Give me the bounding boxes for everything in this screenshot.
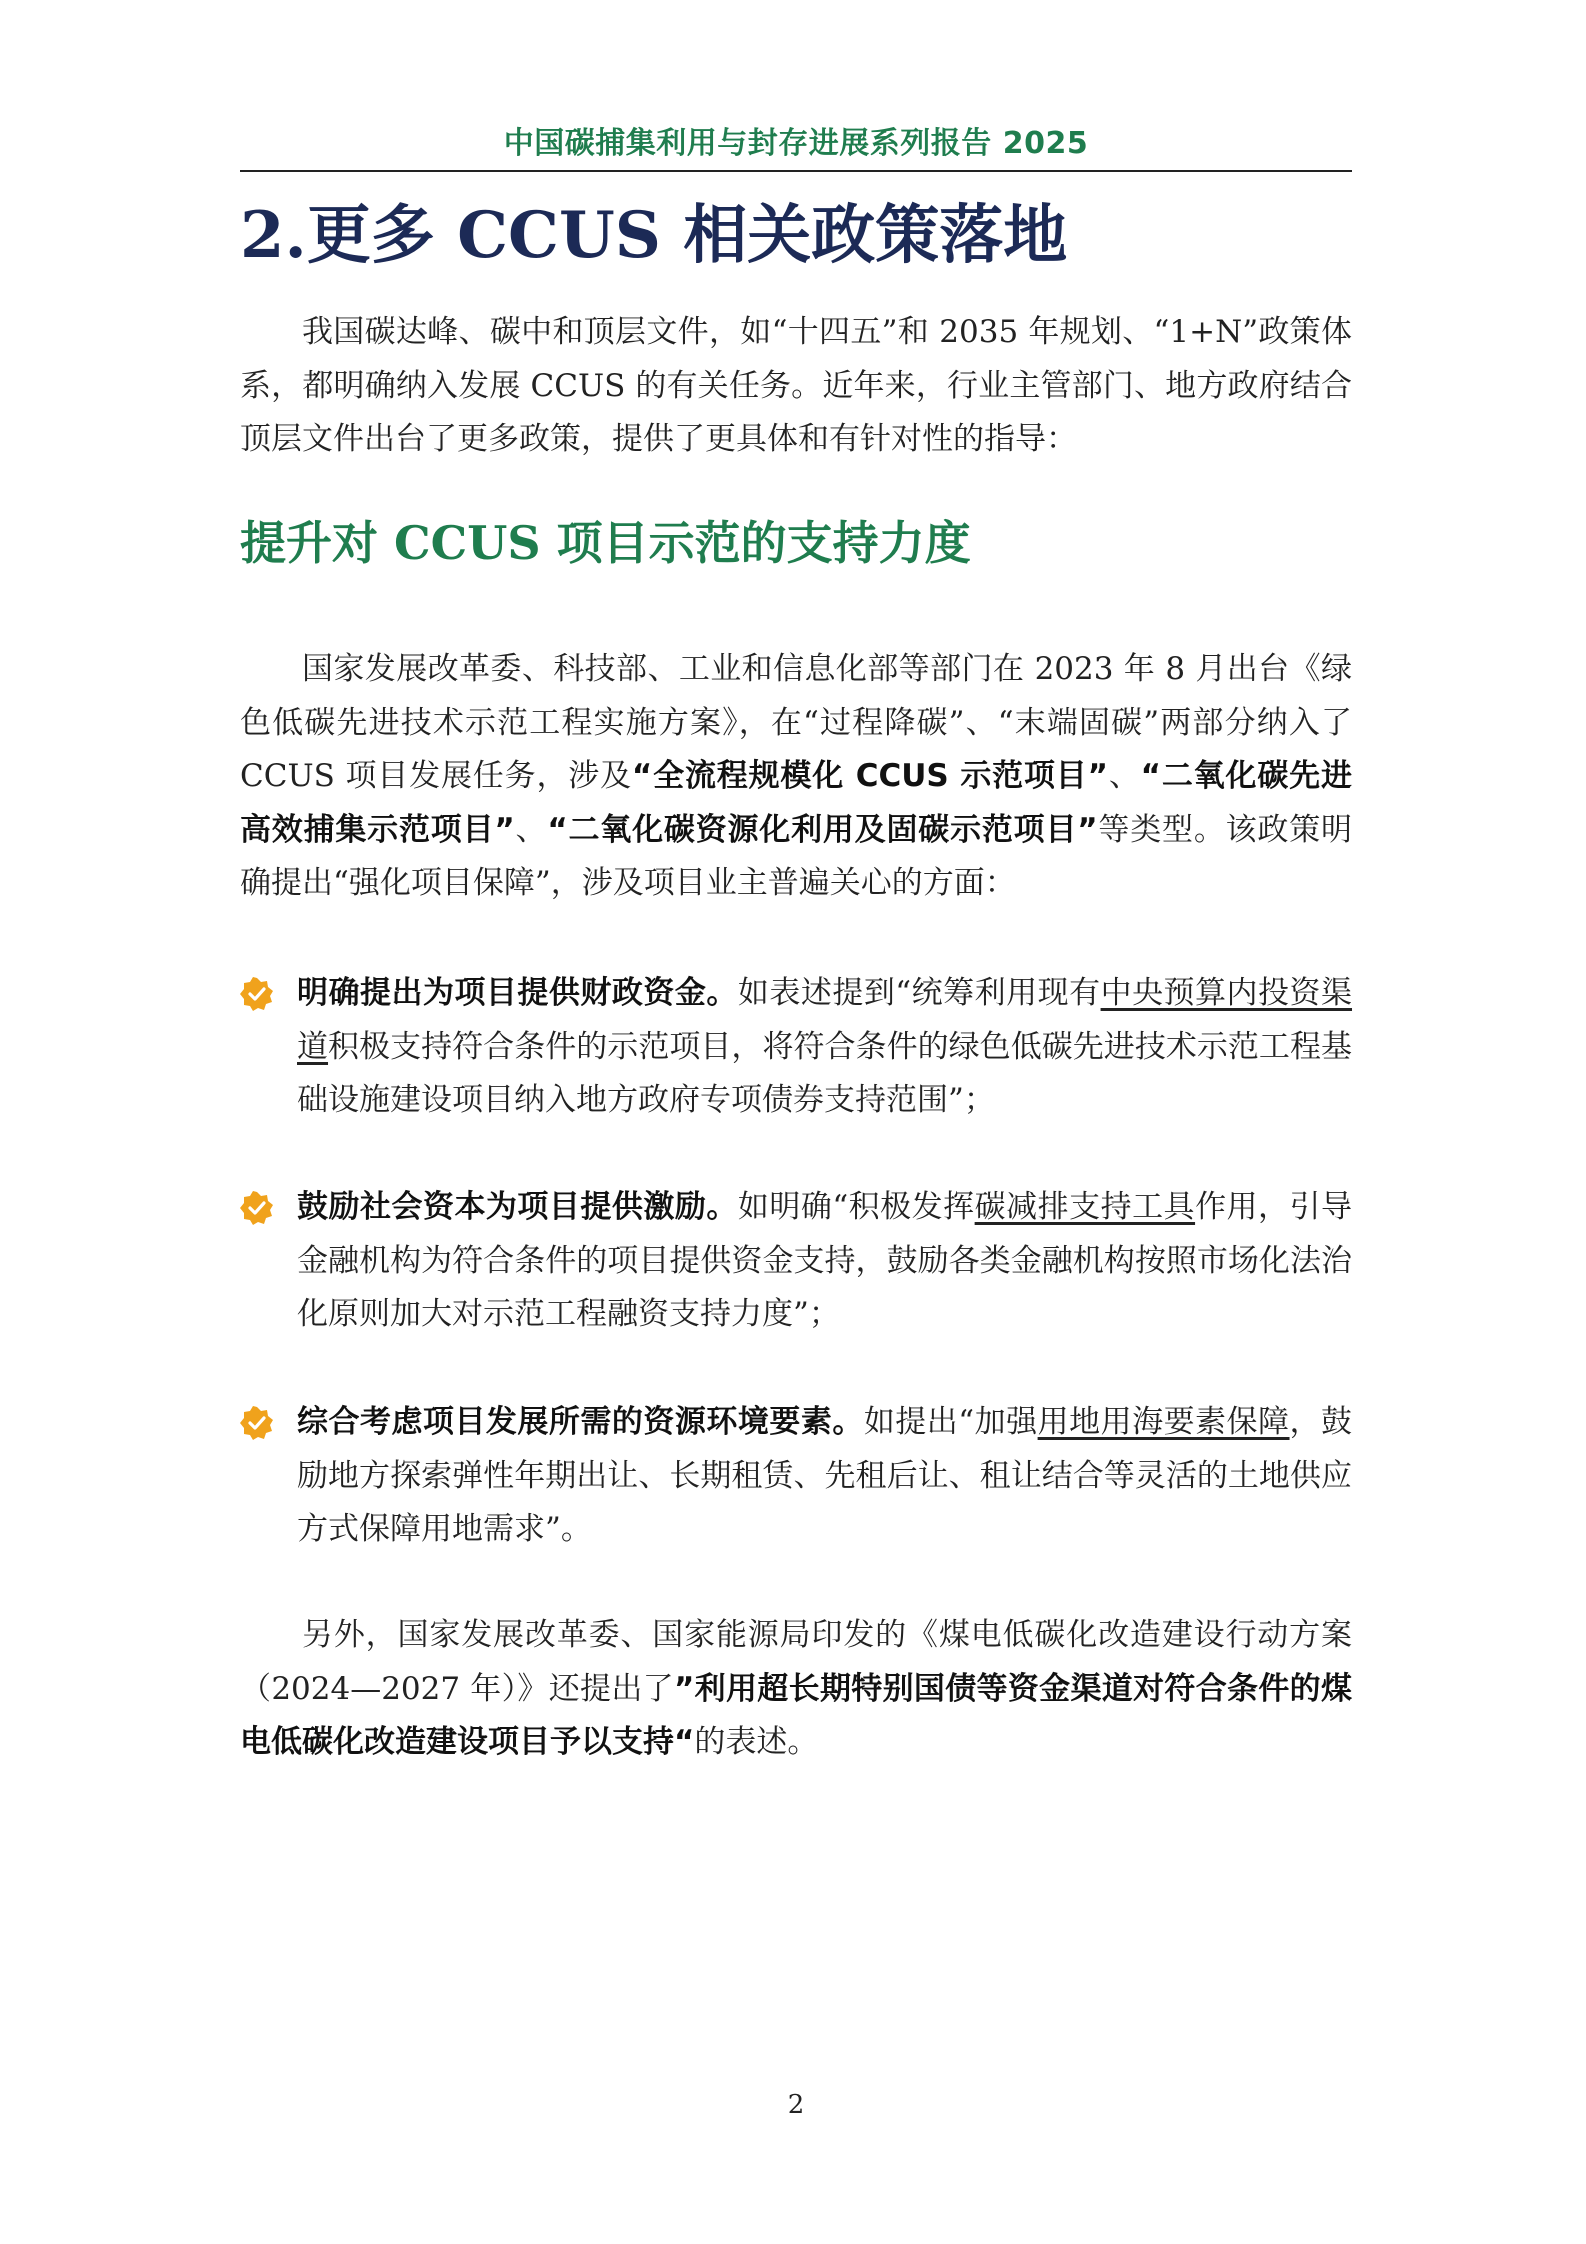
closing-paragraph xyxy=(240,1609,1352,1770)
closing-highlight: ”利用超长期特别国债等资金渠道对符合条件的煤电低碳化改造建设项目予以支持“ xyxy=(240,1670,1352,1760)
bullet-text xyxy=(297,1396,1352,1557)
bullet-underlined-term: 碳减排支持工具 xyxy=(974,1189,1196,1225)
closing-paragraph-text-2: 的表述。 xyxy=(694,1724,819,1760)
policy-paragraph xyxy=(240,643,1352,911)
check-badge-icon xyxy=(240,1191,274,1225)
policy-highlight-2: “二氧化碳先进高效捕集示范项目” xyxy=(240,758,1352,848)
bullet-text xyxy=(297,1181,1352,1342)
bullet-underlined-term: 中央预算内投资渠道 xyxy=(297,975,1353,1065)
intro-paragraph: 我国碳达峰、碳中和顶层文件，如“十四五”和 2035 年规划、“1+N”政策体系，都明确纳入发展 CCUS 的有关任务。近年来，行业主管部门、地方政府结合顶层文件出台了更多政策，提供了更具体和有针对性的指导： xyxy=(240,314,1352,457)
bullet-underlined-term: 用地用海要素保障 xyxy=(1037,1404,1290,1440)
bullet-text-post: 积极支持符合条件的示范项目，将符合条件的绿色低碳先进技术示范工程基础设施建设项目纳入地方政府专项债券支持范围”； xyxy=(297,1028,1352,1118)
bullet-text-pre: 如明确“积极发挥 xyxy=(737,1189,975,1225)
bullet-text xyxy=(297,967,1352,1128)
policy-paragraph-text-2: 等类型。该政策明确提出“强化项目保障”，涉及项目业主普遍关心的方面： xyxy=(240,811,1353,901)
bullet-text-post: ，鼓励地方探索弹性年期出让、长期租赁、先租后让、租让结合等灵活的土地供应方式保障用地需求”。 xyxy=(297,1404,1353,1547)
bullet-lead: 综合考虑项目发展所需的资源环境要素。 xyxy=(297,1404,864,1440)
bullet-text-pre: 如提出“加强 xyxy=(863,1404,1038,1440)
policy-separator-2: 、 xyxy=(514,811,548,848)
section-title: 2.更多 CCUS 相关政策落地 xyxy=(240,198,1068,273)
bullet-lead: 鼓励社会资本为项目提供激励。 xyxy=(297,1189,738,1225)
policy-paragraph-text-1: 国家发展改革委、科技部、工业和信息化部等部门在 2023 年 8 月出台《绿色低碳先进技术示范工程实施方案》，在“过程降碳”、“末端固碳”两部分纳入了 CCUS 项目发展任务，涉及 xyxy=(240,651,1352,794)
header-rule xyxy=(240,170,1352,172)
page-number: 2 xyxy=(787,2090,805,2120)
policy-separator-1: 、 xyxy=(1108,758,1141,794)
bullet-text-post: 作用，引导金融机构为符合条件的项目提供资金支持，鼓励各类金融机构按照市场化法治化原则加大对示范工程融资支持力度”； xyxy=(297,1189,1353,1332)
policy-highlight-3: “二氧化碳资源化利用及固碳示范项目” xyxy=(547,811,1098,848)
closing-paragraph-text-1: 另外，国家发展改革委、国家能源局印发的《煤电低碳化改造建设行动方案（2024—2027 年）》还提出了 xyxy=(240,1617,1352,1707)
running-header: 中国碳捕集利用与封存进展系列报告 2025 xyxy=(503,126,1089,161)
policy-highlight-1: “全流程规模化 CCUS 示范项目” xyxy=(631,758,1108,794)
bullet-lead: 明确提出为项目提供财政资金。 xyxy=(297,975,738,1011)
check-badge-icon xyxy=(240,977,274,1011)
bullet-text-pre: 如表述提到“统筹利用现有 xyxy=(737,975,1101,1011)
check-badge-icon xyxy=(240,1406,274,1440)
subsection-title: 提升对 CCUS 项目示范的支持力度 xyxy=(240,516,971,570)
